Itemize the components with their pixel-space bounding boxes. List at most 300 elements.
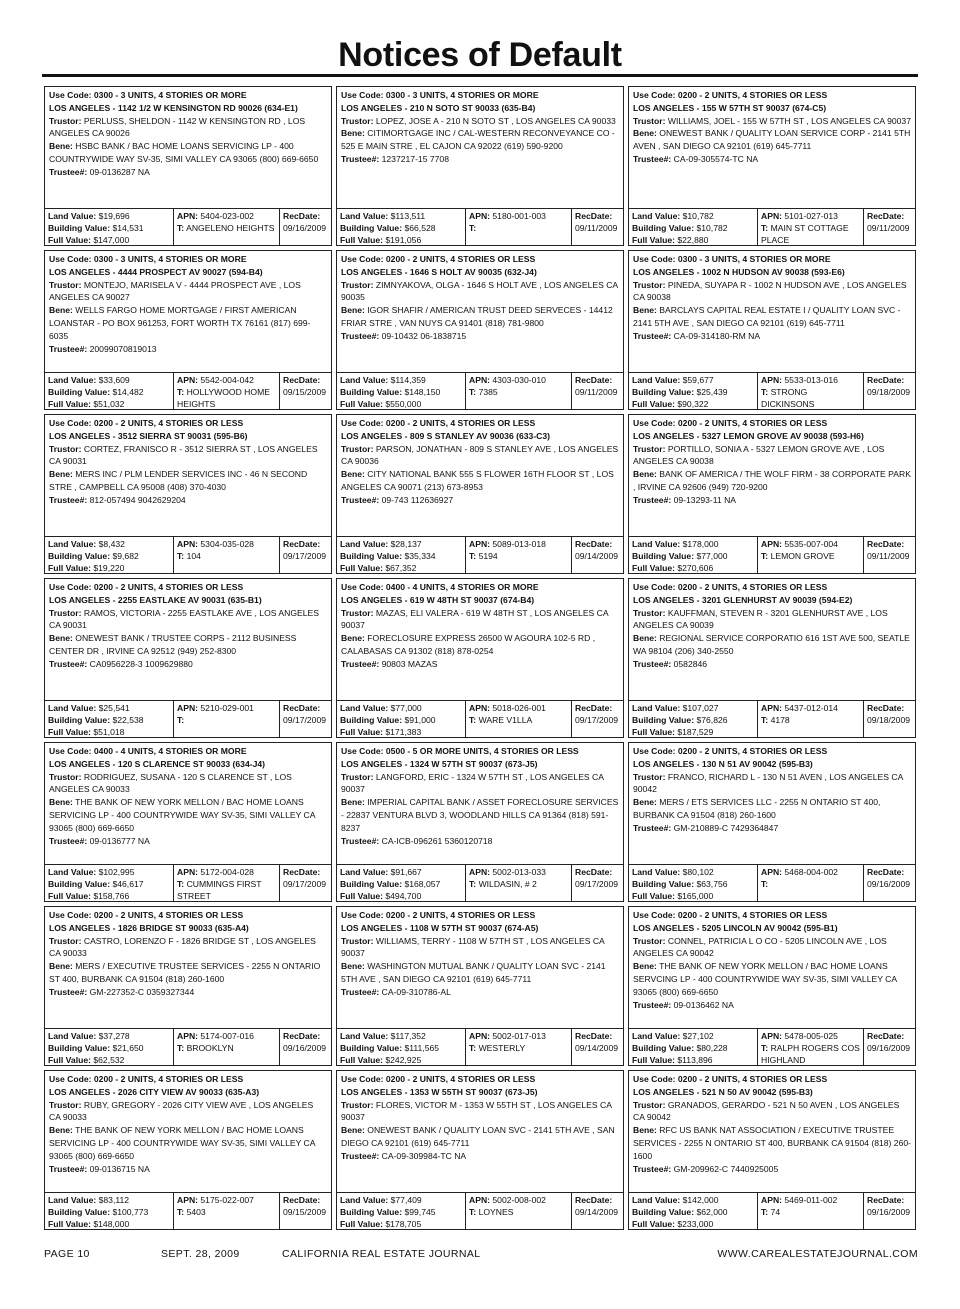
- property-address: LOS ANGELES - 210 N SOTO ST 90033 (635-B4): [341, 102, 536, 113]
- trustor-label: Trustor:: [49, 115, 82, 126]
- trustor: [49, 607, 327, 633]
- use-code-label: Use Code:: [633, 90, 676, 100]
- value-info-row: [629, 864, 915, 901]
- apn: [177, 210, 276, 222]
- trustor: [49, 115, 327, 141]
- values-cell: [629, 701, 757, 737]
- building-value-value: $62,000: [696, 1207, 728, 1218]
- building-value-value: $111,565: [404, 1043, 440, 1054]
- land-value-value: $33,609: [98, 375, 130, 385]
- full-value-value: $550,000: [385, 399, 422, 410]
- tract-label: T:: [177, 1043, 185, 1054]
- land-value-value: $142,000: [682, 1195, 719, 1205]
- notices-grid: [44, 86, 920, 1234]
- building-value-label: Building Value:: [48, 1207, 111, 1218]
- value-info-row: [629, 700, 915, 737]
- building-value: [340, 386, 462, 398]
- use-code-value: 0500 - 5 OR MORE UNITS, 4 STORIES OR LESS: [385, 746, 579, 756]
- building-value: [340, 714, 462, 726]
- recdate-label: RecDate:: [283, 1031, 321, 1041]
- full-value: [632, 234, 754, 246]
- apn-label: APN:: [761, 1031, 783, 1041]
- trustor-value: PINEDA, SUYAPA R - 1002 N HUDSON AVE , LOS ANGELES CA 90038: [633, 279, 907, 303]
- building-value: [632, 550, 754, 562]
- building-value: [632, 1042, 754, 1054]
- use-code-label: Use Code:: [341, 418, 384, 428]
- land-value-value: $28,137: [390, 539, 422, 549]
- trustor-value: RAMOS, VICTORIA - 2255 EASTLAKE AVE , LOS ANGELES CA 90031: [49, 607, 320, 631]
- apn-cell: [465, 537, 571, 573]
- recdate-value: 09/16/2009: [283, 1043, 327, 1054]
- recdate-label: RecDate:: [283, 375, 321, 385]
- trustor-label: Trustor:: [49, 771, 82, 782]
- use-code-value: 0200 - 2 UNITS, 4 STORIES OR LESS: [385, 910, 536, 920]
- trustee-number: [633, 153, 911, 166]
- land-value: [632, 702, 754, 714]
- use-code-value: 0200 - 2 UNITS, 4 STORIES OR LESS: [677, 910, 828, 920]
- trustor: [341, 279, 619, 305]
- value-info-row: [337, 372, 623, 409]
- recdate-cell: [571, 209, 623, 245]
- tract-value: BROOKLYN: [186, 1043, 234, 1054]
- full-value: [632, 726, 754, 738]
- trustee-number-label: Trustee#:: [49, 835, 88, 846]
- recdate-label: RecDate:: [575, 867, 613, 877]
- beneficiary-value: IGOR SHAFIR / AMERICAN TRUST DEED SERVECES - 14412 FRIAR STRE , VAN NUYS CA 91401 (818) 781-9800: [341, 305, 613, 328]
- trustee-number-label: Trustee#:: [341, 658, 380, 669]
- tract: [761, 222, 860, 246]
- building-value-label: Building Value:: [632, 1043, 695, 1054]
- trustor-value: KAUFFMAN, STEVEN R - 3201 GLENHURST AVE , LOS ANGELES CA 90039: [633, 607, 888, 631]
- trustee-number-value: 09-0136287 NA: [89, 166, 150, 177]
- full-value-label: Full Value:: [340, 891, 383, 902]
- building-value-label: Building Value:: [340, 223, 403, 234]
- beneficiary: [49, 140, 327, 166]
- beneficiary-value: MERS / ETS SERVICES LLC - 2255 N ONTARIO ST 400, BURBANK CA 91504 (818) 260-1600: [633, 797, 881, 820]
- tract-label: T:: [177, 387, 185, 398]
- apn-value: 5304-035-028: [200, 539, 254, 549]
- full-value-value: $19,220: [93, 563, 125, 574]
- apn-cell: [173, 1193, 279, 1229]
- beneficiary-value: FORECLOSURE EXPRESS 26500 W AGOURA 102-5 RD , CALABASAS CA 91302 (818) 878-0254: [341, 633, 596, 656]
- trustee-number-value: 09-743 112636927: [381, 494, 454, 505]
- full-value-value: $233,000: [677, 1219, 714, 1230]
- trustor: [341, 115, 619, 128]
- tract-label: T:: [469, 715, 477, 726]
- land-value-label: Land Value:: [632, 539, 681, 549]
- recdate-label: RecDate:: [867, 1195, 905, 1205]
- tract: [469, 550, 568, 562]
- recdate-label: RecDate:: [867, 703, 905, 713]
- beneficiary-label: Bene:: [49, 1125, 73, 1136]
- values-cell: [337, 373, 465, 409]
- use-code-value: 0200 - 2 UNITS, 4 STORIES OR LESS: [677, 582, 828, 592]
- trustor: [341, 935, 619, 961]
- trustor-value: LOPEZ, JOSE A - 210 N SOTO ST , LOS ANGELES CA 90033: [375, 115, 616, 126]
- tract-value: 74: [770, 1207, 781, 1218]
- apn-value: 5002-008-002: [492, 1195, 546, 1205]
- tract: [177, 222, 276, 234]
- land-value-value: $80,102: [682, 867, 714, 877]
- value-info-row: [45, 1192, 331, 1229]
- building-value-value: $21,650: [112, 1043, 144, 1054]
- apn-value: 5180-001-003: [492, 211, 546, 221]
- notice-row: [44, 742, 920, 902]
- apn: [469, 702, 568, 714]
- notice-details: [629, 1071, 915, 1192]
- beneficiary: [633, 304, 911, 330]
- apn-label: APN:: [177, 867, 199, 877]
- land-value-value: $10,782: [682, 211, 714, 221]
- use-code-value: 0200 - 2 UNITS, 4 STORIES OR LESS: [385, 1074, 536, 1084]
- building-value-label: Building Value:: [48, 223, 111, 234]
- trustor: [49, 443, 327, 469]
- building-value: [632, 714, 754, 726]
- building-value: [48, 878, 170, 890]
- footer-url[interactable]: WWW.CAREALESTATEJOURNAL.COM: [717, 1248, 918, 1260]
- beneficiary-value: HSBC BANK / BAC HOME LOANS SERVICING LP - 400 COUNTRYWIDE WAY SV-35, SIMI VALLEY CA 93065 (800) 669-6650: [49, 141, 319, 164]
- building-value-value: $9,682: [112, 551, 139, 562]
- beneficiary: [49, 1124, 327, 1162]
- use-code-label: Use Code:: [341, 910, 384, 920]
- land-value-label: Land Value:: [48, 375, 97, 385]
- property-address: LOS ANGELES - 1002 N HUDSON AV 90038 (593-E6): [633, 266, 845, 277]
- recdate-label: RecDate:: [283, 703, 321, 713]
- use-code-value: 0200 - 2 UNITS, 4 STORIES OR LESS: [385, 418, 536, 428]
- trustor-value: CORTEZ, FRANISCO R - 3512 SIERRA ST , LOS ANGELES CA 90031: [49, 443, 318, 467]
- apn-label: APN:: [761, 375, 783, 385]
- beneficiary: [341, 796, 619, 834]
- use-code-label: Use Code:: [341, 90, 384, 100]
- recdate-cell: [863, 1193, 915, 1229]
- notice-details: [45, 579, 331, 700]
- full-value-value: $62,532: [93, 1055, 125, 1066]
- building-value: [340, 878, 462, 890]
- notice-row: [44, 906, 920, 1066]
- trustor: [341, 1099, 619, 1125]
- building-value-label: Building Value:: [632, 879, 695, 890]
- land-value-label: Land Value:: [340, 703, 389, 713]
- trustor-label: Trustor:: [633, 935, 666, 946]
- recdate-label: RecDate:: [575, 375, 613, 385]
- property-address: LOS ANGELES - 1826 BRIDGE ST 90033 (635-A4): [49, 922, 249, 933]
- tract: [761, 714, 860, 726]
- beneficiary-label: Bene:: [49, 141, 73, 152]
- trustor-value: FRANCO, RICHARD L - 130 N 51 AVEN , LOS ANGELES CA 90042: [633, 771, 903, 795]
- use-code-value: 0200 - 2 UNITS, 4 STORIES OR LESS: [677, 1074, 828, 1084]
- building-value: [632, 222, 754, 234]
- full-value-label: Full Value:: [632, 891, 675, 902]
- full-value-value: $51,032: [93, 399, 125, 410]
- values-cell: [337, 209, 465, 245]
- apn-cell: [757, 209, 863, 245]
- building-value-value: $25,439: [696, 387, 728, 398]
- use-code-line: [49, 89, 327, 102]
- apn-value: 5175-022-007: [200, 1195, 254, 1205]
- recdate-value: 09/18/2009: [867, 387, 911, 398]
- trustor-value: WILLIAMS, TERRY - 1108 W 57TH ST , LOS ANGELES CA 90037: [341, 935, 605, 959]
- recdate-cell: [571, 865, 623, 901]
- beneficiary-value: THE BANK OF NEW YORK MELLON / BAC HOME LOANS SERVICING LP - 400 COUNTRYWIDE WAY SV-35, SIMI VALLEY CA 93065 (800) 669-6650: [49, 797, 316, 833]
- full-value: [340, 1218, 462, 1230]
- trustor: [341, 607, 619, 633]
- trustor: [49, 1099, 327, 1125]
- tract: [469, 878, 568, 890]
- land-value: [632, 1030, 754, 1042]
- footer-date: SEPT. 28, 2009: [161, 1248, 240, 1260]
- tract: [177, 714, 276, 726]
- recdate-cell: [863, 1029, 915, 1065]
- tract-label: T:: [177, 879, 185, 890]
- recdate-label: RecDate:: [867, 539, 905, 549]
- land-value-label: Land Value:: [632, 1031, 681, 1041]
- beneficiary-label: Bene:: [633, 469, 657, 480]
- trustor-label: Trustor:: [341, 935, 374, 946]
- recdate-value: 09/15/2009: [283, 1207, 327, 1218]
- apn-label: APN:: [177, 375, 199, 385]
- notice-card: [628, 250, 916, 410]
- full-value-value: $187,529: [677, 727, 714, 738]
- land-value: [340, 1194, 462, 1206]
- tract-value: RALPH ROGERS COS HIGHLAND: [761, 1043, 860, 1066]
- apn-label: APN:: [469, 539, 491, 549]
- recdate-cell: [279, 865, 331, 901]
- value-info-row: [45, 700, 331, 737]
- property-address: LOS ANGELES - 1646 S HOLT AV 90035 (632-J4): [341, 266, 537, 277]
- use-code-label: Use Code:: [633, 418, 676, 428]
- notice-card: [44, 1070, 332, 1230]
- tract-label: T:: [761, 551, 769, 562]
- notice-details: [629, 579, 915, 700]
- use-code-value: 0400 - 4 UNITS, 4 STORIES OR MORE: [385, 582, 539, 592]
- trustee-number: [341, 494, 619, 507]
- notice-details: [337, 907, 623, 1028]
- tract-value: 104: [186, 551, 201, 562]
- trustor-label: Trustor:: [341, 607, 374, 618]
- building-value-value: $99,745: [404, 1207, 436, 1218]
- tract: [761, 386, 860, 410]
- apn-cell: [465, 701, 571, 737]
- apn-label: APN:: [177, 1195, 199, 1205]
- use-code-value: 0200 - 2 UNITS, 4 STORIES OR LESS: [677, 746, 828, 756]
- value-info-row: [629, 1192, 915, 1229]
- recdate-label: RecDate:: [283, 867, 321, 877]
- recdate-value: 09/11/2009: [867, 223, 910, 234]
- beneficiary-value: WASHINGTON MUTUAL BANK / QUALITY LOAN SVC - 2141 5TH AVE , SAN DIEGO CA 92101 (619) 645-7711: [341, 961, 606, 984]
- building-value-label: Building Value:: [632, 223, 695, 234]
- trustee-number-label: Trustee#:: [49, 343, 88, 354]
- trustor: [49, 279, 327, 305]
- tract-label: T:: [761, 715, 769, 726]
- use-code-line: [633, 417, 911, 430]
- tract-label: T:: [469, 1207, 477, 1218]
- use-code-label: Use Code:: [49, 746, 92, 756]
- notice-details: [337, 743, 623, 864]
- recdate-label: RecDate:: [283, 1195, 321, 1205]
- apn-label: APN:: [761, 867, 783, 877]
- apn-label: APN:: [761, 539, 783, 549]
- beneficiary-label: Bene:: [341, 961, 365, 972]
- land-value-value: $8,432: [98, 539, 125, 549]
- trustor-label: Trustor:: [341, 279, 374, 290]
- notice-details: [629, 743, 915, 864]
- building-value: [632, 386, 754, 398]
- use-code-line: [633, 581, 911, 594]
- recdate-label: RecDate:: [867, 375, 905, 385]
- use-code-value: 0200 - 2 UNITS, 4 STORIES OR LESS: [93, 910, 244, 920]
- apn-cell: [465, 373, 571, 409]
- building-value: [632, 1206, 754, 1218]
- trustee-number-label: Trustee#:: [49, 166, 88, 177]
- trustee-number: [633, 999, 911, 1012]
- full-value-label: Full Value:: [340, 563, 383, 574]
- apn: [469, 538, 568, 550]
- use-code-label: Use Code:: [49, 90, 92, 100]
- property-address: LOS ANGELES - 521 N 50 AV 90042 (595-B3): [633, 1086, 813, 1097]
- apn-cell: [757, 701, 863, 737]
- use-code-label: Use Code:: [49, 1074, 92, 1084]
- trustee-number-value: 20099070819013: [89, 343, 157, 354]
- beneficiary-label: Bene:: [633, 961, 657, 972]
- tract-value: WILDASIN, # 2: [478, 879, 537, 890]
- land-value: [48, 702, 170, 714]
- full-value-label: Full Value:: [48, 235, 91, 246]
- notice-details: [45, 907, 331, 1028]
- full-value-label: Full Value:: [48, 563, 91, 574]
- recdate-cell: [279, 537, 331, 573]
- trustor: [633, 935, 911, 961]
- beneficiary: [633, 796, 911, 822]
- apn-cell: [757, 373, 863, 409]
- beneficiary-value: BANK OF AMERICA / THE WOLF FIRM - 38 CORPORATE PARK , IRVINE CA 92606 (949) 720-9200: [633, 469, 911, 492]
- tract: [177, 550, 276, 562]
- value-info-row: [45, 208, 331, 245]
- notice-row: [44, 86, 920, 246]
- beneficiary-label: Bene:: [341, 1125, 365, 1136]
- apn-cell: [173, 537, 279, 573]
- recdate-value: 09/14/2009: [575, 551, 619, 562]
- land-value: [48, 374, 170, 386]
- value-info-row: [337, 1192, 623, 1229]
- land-value-label: Land Value:: [632, 1195, 681, 1205]
- building-value: [632, 878, 754, 890]
- land-value-value: $77,000: [390, 703, 422, 713]
- value-info-row: [45, 372, 331, 409]
- trustee-number-label: Trustee#:: [341, 835, 380, 846]
- land-value: [48, 1194, 170, 1206]
- full-value-label: Full Value:: [632, 1055, 675, 1066]
- apn-cell: [173, 701, 279, 737]
- property-address: LOS ANGELES - 619 W 48TH ST 90037 (674-B4): [341, 594, 535, 605]
- notice-details: [629, 907, 915, 1028]
- tract-label: T:: [469, 387, 477, 398]
- recdate-label: RecDate:: [867, 1031, 905, 1041]
- building-value: [48, 386, 170, 398]
- notice-details: [337, 579, 623, 700]
- trustee-number: [633, 494, 911, 507]
- apn-label: APN:: [761, 703, 783, 713]
- beneficiary-label: Bene:: [633, 1125, 657, 1136]
- full-value: [340, 234, 462, 246]
- trustor-value: WILLIAMS, JOEL - 155 W 57TH ST , LOS ANGELES CA 90037: [667, 115, 911, 126]
- full-value-value: $494,700: [385, 891, 422, 902]
- building-value-value: $100,773: [112, 1207, 149, 1218]
- beneficiary: [49, 468, 327, 494]
- full-value-value: $270,606: [677, 563, 714, 574]
- apn: [469, 210, 568, 222]
- apn-label: APN:: [469, 211, 491, 221]
- notice-row: [44, 578, 920, 738]
- full-value: [48, 398, 170, 410]
- trustor-value: RODRIGUEZ, SUSANA - 120 S CLARENCE ST , LOS ANGELES CA 90033: [49, 771, 292, 795]
- title-rule: [42, 74, 918, 77]
- beneficiary: [633, 127, 911, 153]
- use-code-value: 0200 - 2 UNITS, 4 STORIES OR LESS: [385, 254, 536, 264]
- trustor-label: Trustor:: [633, 443, 666, 454]
- beneficiary: [341, 304, 619, 330]
- beneficiary: [633, 960, 911, 998]
- trustee-number-label: Trustee#:: [633, 658, 672, 669]
- apn: [469, 1030, 568, 1042]
- land-value-label: Land Value:: [48, 867, 97, 877]
- apn-cell: [173, 865, 279, 901]
- building-value-value: $14,482: [112, 387, 144, 398]
- recdate-cell: [571, 373, 623, 409]
- land-value-label: Land Value:: [340, 211, 389, 221]
- trustor-value: MONTEJO, MARISELA V - 4444 PROSPECT AVE , LOS ANGELES CA 90027: [49, 279, 301, 303]
- property-address: LOS ANGELES - 3201 GLENHURST AV 90039 (594-E2): [633, 594, 853, 605]
- recdate-value: 09/16/2009: [867, 1207, 911, 1218]
- full-value-value: $148,000: [93, 1219, 130, 1230]
- trustee-number-label: Trustee#:: [633, 1163, 672, 1174]
- apn-label: APN:: [761, 211, 783, 221]
- trustor-value: GRANADOS, GERARDO - 521 N 50 AVEN , LOS ANGELES CA 90042: [633, 1099, 900, 1123]
- trustor-label: Trustor:: [341, 443, 374, 454]
- land-value: [340, 702, 462, 714]
- value-info-row: [45, 536, 331, 573]
- beneficiary-label: Bene:: [633, 633, 657, 644]
- values-cell: [45, 1029, 173, 1065]
- trustee-number-label: Trustee#:: [341, 494, 380, 505]
- beneficiary: [633, 632, 911, 658]
- notice-details: [337, 251, 623, 372]
- beneficiary-label: Bene:: [49, 797, 73, 808]
- notice-details: [337, 87, 623, 208]
- trustee-number-value: 812-057494 9042629204: [89, 494, 186, 505]
- notice-details: [629, 251, 915, 372]
- notice-card: [336, 414, 624, 574]
- building-value: [48, 1042, 170, 1054]
- use-code-line: [633, 1073, 911, 1086]
- apn-label: APN:: [177, 1031, 199, 1041]
- land-value: [48, 866, 170, 878]
- use-code-label: Use Code:: [633, 910, 676, 920]
- building-value: [340, 550, 462, 562]
- land-value: [632, 866, 754, 878]
- notice-details: [45, 415, 331, 536]
- building-value-value: $35,334: [404, 551, 436, 562]
- page-title: Notices of Default: [338, 36, 622, 74]
- apn-value: 5089-013-018: [492, 539, 546, 549]
- beneficiary-value: MERS INC / PLM LENDER SERVICES INC - 46 N SECOND STRE , CAMPBELL CA 95008 (408) 370-4030: [49, 469, 308, 492]
- beneficiary-label: Bene:: [633, 305, 657, 316]
- trustee-number-label: Trustee#:: [49, 658, 88, 669]
- tract: [469, 222, 568, 234]
- trustee-number-value: GM-227352-C 0359327344: [89, 986, 195, 997]
- use-code-line: [341, 909, 619, 922]
- use-code-value: 0300 - 3 UNITS, 4 STORIES OR MORE: [677, 254, 831, 264]
- land-value-label: Land Value:: [632, 211, 681, 221]
